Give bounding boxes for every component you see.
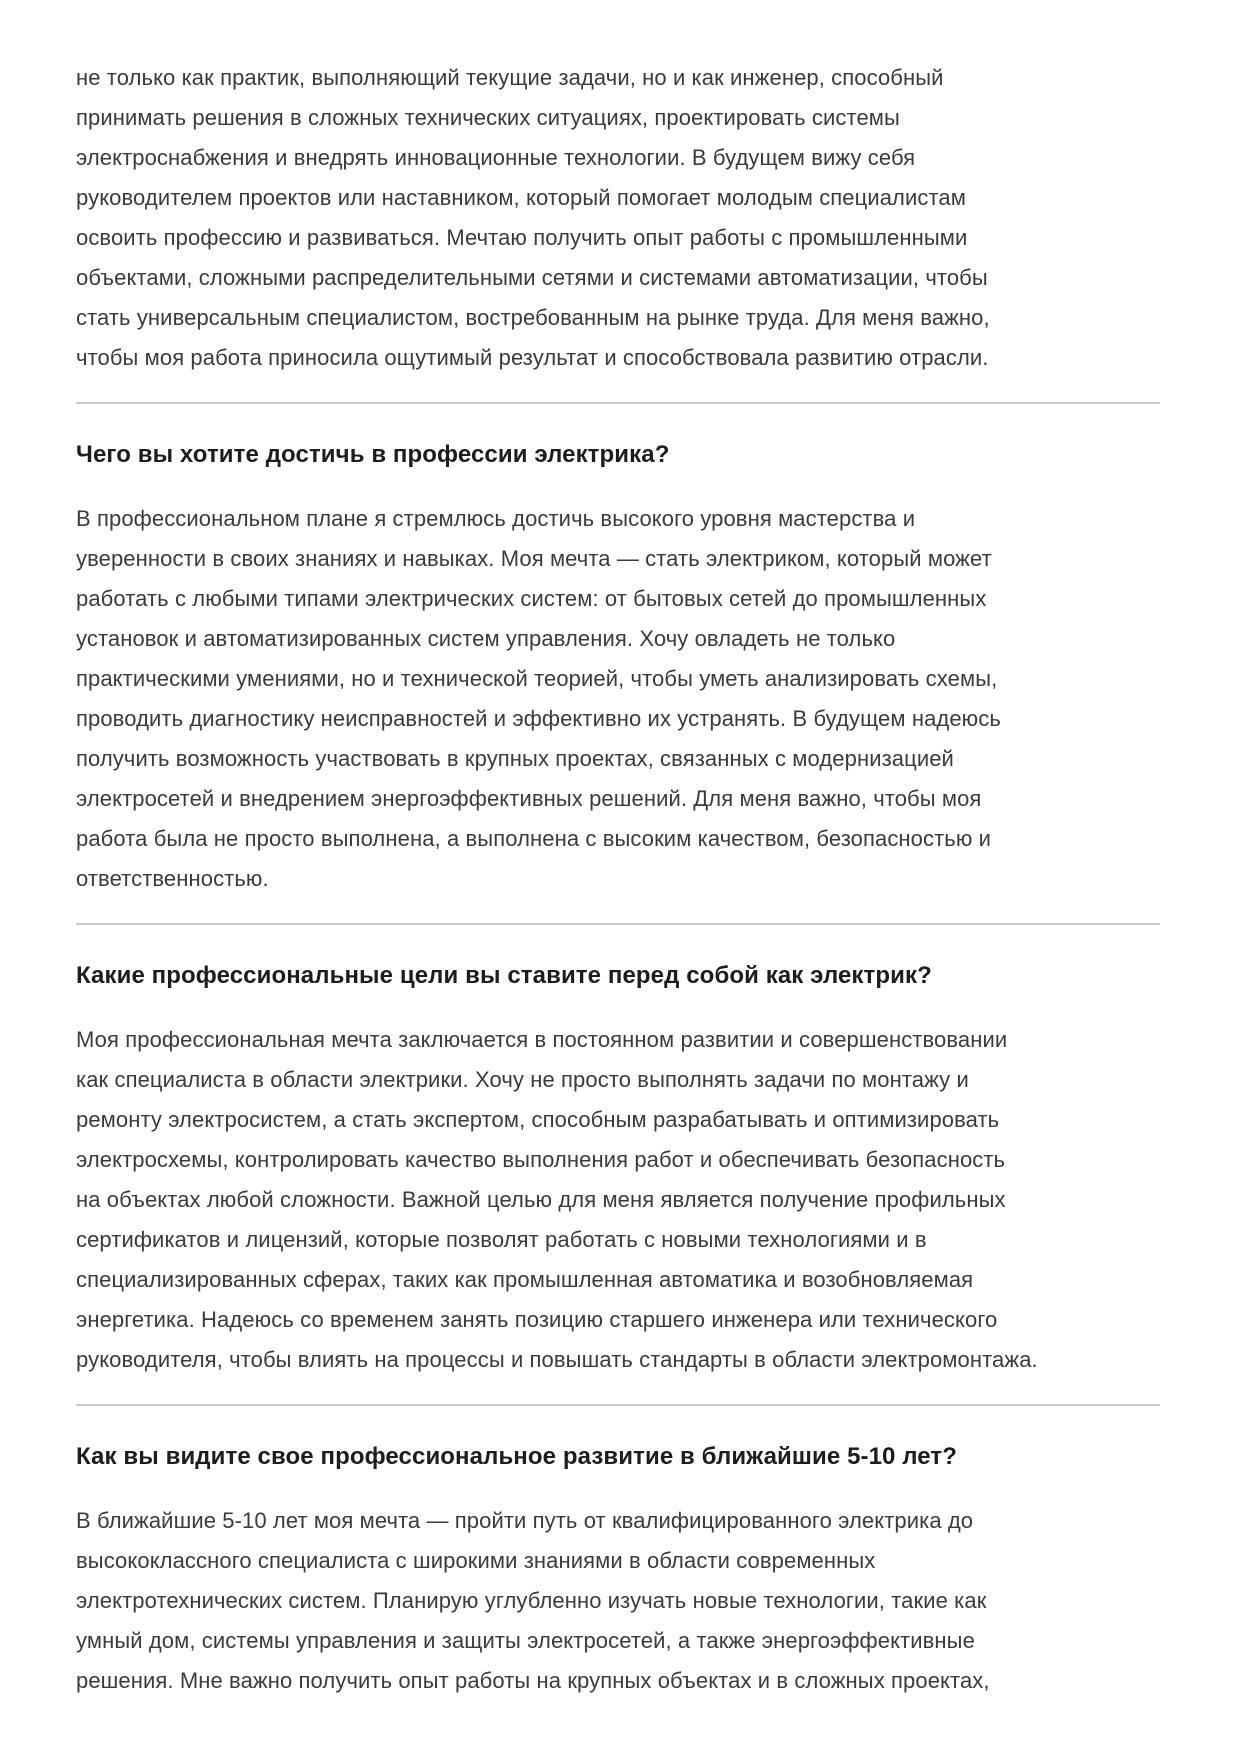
- question-heading: Чего вы хотите достичь в профессии электрика?: [76, 441, 670, 468]
- paragraph-line: стать универсальным специалистом, востребованным на рынке труда. Для меня важно,: [76, 305, 990, 330]
- paragraph-line: объектами, сложными распределительными сетями и системами автоматизации, чтобы: [76, 265, 988, 290]
- paragraph-line: ответственностью.: [76, 866, 269, 891]
- paragraph-line: электросхемы, контролировать качество выполнения работ и обеспечивать безопасность: [76, 1147, 1006, 1172]
- paragraph-line: чтобы моя работа приносила ощутимый результат и способствовала развитию отрасли.: [76, 345, 989, 370]
- paragraph-line: электросетей и внедрением энергоэффективных решений. Для меня важно, чтобы моя: [76, 786, 982, 811]
- paragraph-line: электротехнических систем. Планирую углубленно изучать новые технологии, такие как: [76, 1588, 987, 1613]
- paragraph-line: В профессиональном плане я стремлюсь достичь высокого уровня мастерства и: [76, 506, 916, 531]
- answer-paragraph: [76, 1501, 1160, 1701]
- paragraph-line: освоить профессию и развиваться. Мечтаю получить опыт работы с промышленными: [76, 225, 968, 250]
- paragraph-line: руководителя, чтобы влиять на процессы и повышать стандарты в области электромонтажа.: [76, 1347, 1038, 1372]
- paragraph-line: проводить диагностику неисправностей и эффективно их устранять. В будущем надеюсь: [76, 706, 1001, 731]
- paragraph-line: как специалиста в области электрики. Хочу не просто выполнять задачи по монтажу и: [76, 1067, 969, 1092]
- answer-paragraph: [76, 499, 1160, 899]
- paragraph-line: энергетика. Надеюсь со временем занять позицию старшего инженера или технического: [76, 1307, 998, 1332]
- paragraph-line: на объектах любой сложности. Важной целью для меня является получение профильных: [76, 1187, 1006, 1212]
- paragraph-line: принимать решения в сложных технических ситуациях, проектировать системы: [76, 105, 900, 130]
- paragraph-line: работать с любыми типами электрических систем: от бытовых сетей до промышленных: [76, 586, 987, 611]
- section-divider: [76, 923, 1160, 925]
- paragraph-line: высококлассного специалиста с широкими знаниями в области современных: [76, 1548, 876, 1573]
- question-heading: Как вы видите свое профессиональное развитие в ближайшие 5-10 лет?: [76, 1443, 958, 1470]
- paragraph-line: руководителем проектов или наставником, который помогает молодым специалистам: [76, 185, 966, 210]
- paragraph-line: установок и автоматизированных систем управления. Хочу овладеть не только: [76, 626, 896, 651]
- paragraph-line: практическими умениями, но и технической теорией, чтобы уметь анализировать схемы,: [76, 666, 998, 691]
- paragraph-line: Моя профессиональная мечта заключается в постоянном развитии и совершенствовании: [76, 1027, 1008, 1052]
- intro-paragraph: [76, 58, 1160, 378]
- paragraph-line: не только как практик, выполняющий текущие задачи, но и как инженер, способный: [76, 65, 944, 90]
- paragraph-line: решения. Мне важно получить опыт работы на крупных объектах и в сложных проектах,: [76, 1668, 990, 1693]
- paragraph-line: сертификатов и лицензий, которые позволят работать с новыми технологиями и в: [76, 1227, 927, 1252]
- paragraph-line: ремонту электросистем, а стать экспертом, способным разрабатывать и оптимизировать: [76, 1107, 1000, 1132]
- paragraph-line: работа была не просто выполнена, а выполнена с высоким качеством, безопасностью и: [76, 826, 992, 851]
- paragraph-line: В ближайшие 5-10 лет моя мечта — пройти путь от квалифицированного электрика до: [76, 1508, 974, 1533]
- answer-paragraph: [76, 1020, 1160, 1380]
- paragraph-line: электроснабжения и внедрять инновационные технологии. В будущем вижу себя: [76, 145, 916, 170]
- question-heading: Какие профессиональные цели вы ставите перед собой как электрик?: [76, 962, 932, 989]
- section-divider: [76, 1404, 1160, 1406]
- paragraph-line: специализированных сферах, таких как промышленная автоматика и возобновляемая: [76, 1267, 974, 1292]
- paragraph-line: уверенности в своих знаниях и навыках. Моя мечта — стать электриком, который может: [76, 546, 992, 571]
- section-divider: [76, 402, 1160, 404]
- paragraph-line: умный дом, системы управления и защиты электросетей, а также энергоэффективные: [76, 1628, 975, 1653]
- paragraph-line: получить возможность участвовать в крупных проектах, связанных с модернизацией: [76, 746, 954, 771]
